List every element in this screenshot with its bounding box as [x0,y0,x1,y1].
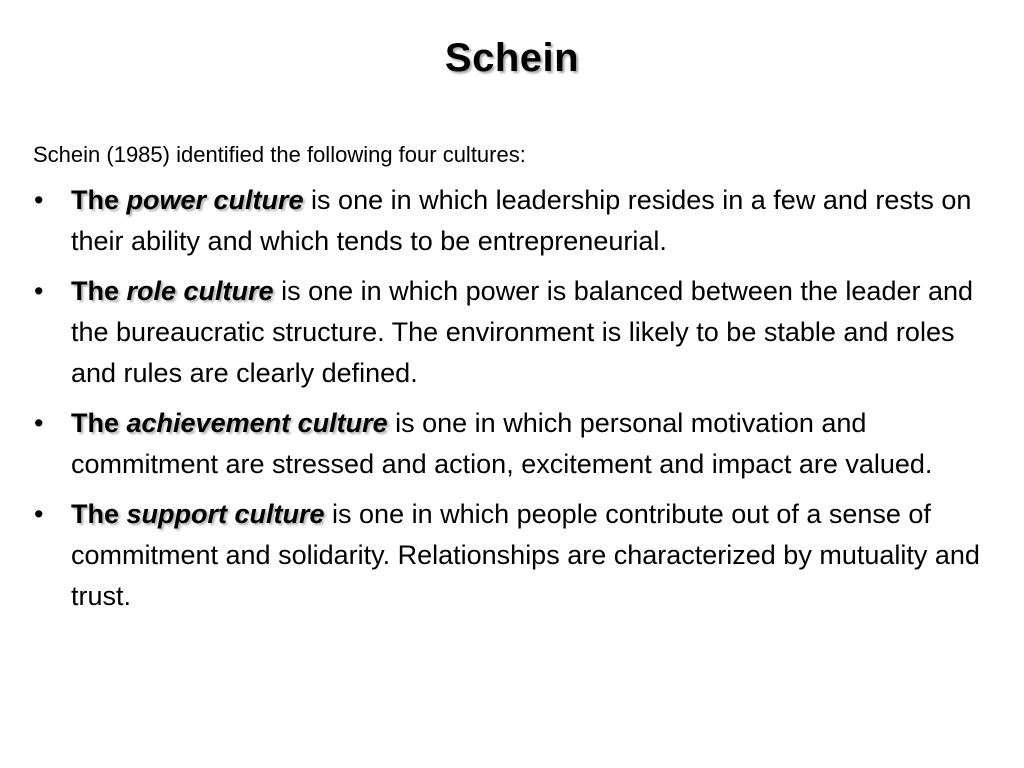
item-lead-the: The [71,499,127,529]
item-term: support culture [126,499,325,529]
item-lead [71,185,304,215]
list-item-role-culture [32,271,997,394]
culture-list [32,180,997,626]
bullet-icon: • [34,276,44,306]
bullet-icon: • [34,408,44,438]
item-description: is one in which personal motivation and commitment are stressed and action, excitement and impact are valued. [71,408,933,479]
item-description: is one in which leadership resides in a few and rests on their ability and which tends to be entrepreneurial. [71,185,972,256]
intro-text: Schein (1985) identified the following four cultures: [33,142,526,167]
item-lead-the: The [71,276,127,306]
bullet-icon: • [34,185,44,215]
item-lead [71,499,325,529]
item-term: role culture [126,276,274,306]
item-lead [71,276,274,306]
list-item-support-culture [32,494,997,617]
slide-title: Schein [444,36,580,80]
item-description: is one in which power is balanced between the leader and the bureaucratic structure. The environment is likely to be stable and roles and rules are clearly defined. [71,276,974,388]
item-term: power culture [126,185,304,215]
item-description: is one in which people contribute out of a sense of commitment and solidarity. Relationships are characterized by mutuality and trust. [71,499,980,611]
bullet-icon: • [34,499,44,529]
item-term: achievement culture [126,408,388,438]
list-item-power-culture [32,180,997,262]
item-lead-the: The [71,408,127,438]
item-lead [71,408,388,438]
item-lead-the: The [71,185,127,215]
list-item-achievement-culture [32,403,997,485]
